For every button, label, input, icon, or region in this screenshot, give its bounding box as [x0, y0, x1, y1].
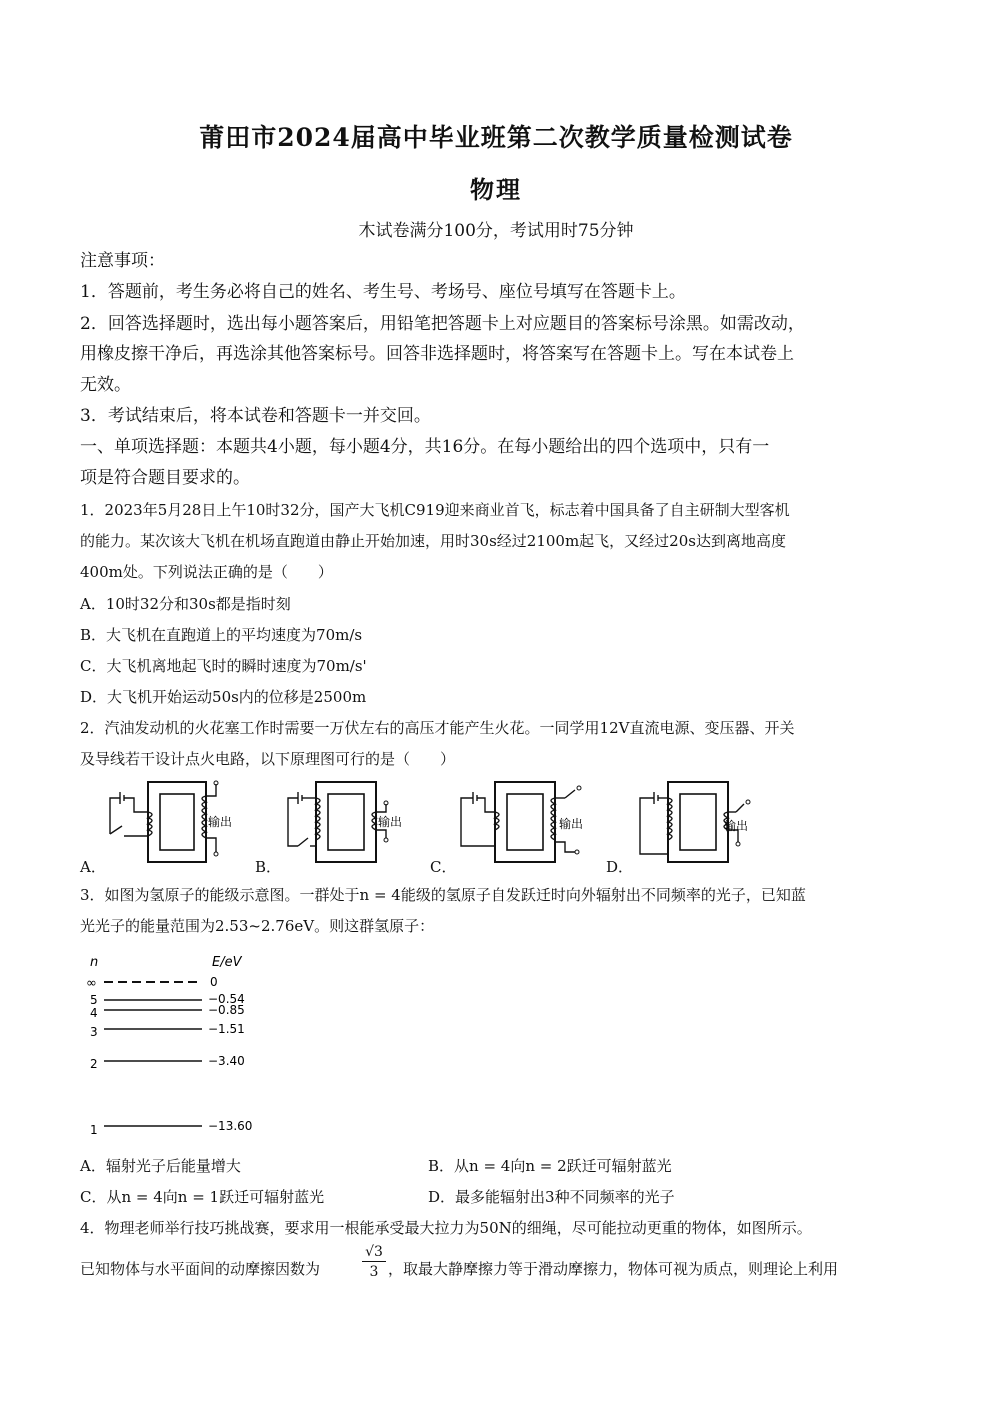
note-line: 3．考试结束后，将本试卷和答题卡一并交回。 — [80, 406, 431, 426]
notes-heading: 注意事项： — [80, 251, 165, 271]
exam-info: 木试卷满分100分，考试用时75分钟 — [358, 221, 634, 241]
q3-option-c: C．从n = 4向n = 1跃迁可辐射蓝光 — [80, 1188, 325, 1206]
question-1-text: 1．2023年5月28日上午10时32分，国产大飞机C919迎来商业首飞，标志着中国具备了自主研制大型客机 — [80, 501, 790, 519]
q2-option-d: D． — [606, 858, 634, 876]
q3-option-b: B．从n = 4向n = 2跃迁可辐射蓝光 — [428, 1157, 672, 1175]
page-title: 莆田市2024届高中毕业班第二次教学质量检测试卷 — [199, 123, 793, 152]
level-n: ∞ — [86, 976, 97, 991]
level-energy: 0 — [210, 975, 218, 989]
subject-heading: 物理 — [470, 175, 522, 204]
level-n: 3 — [90, 1025, 98, 1039]
fraction-denominator: 3 — [369, 1264, 379, 1280]
question-4-text: 已知物体与水平面间的动摩擦因数为 — [80, 1260, 321, 1278]
q2-option-c: C． — [430, 858, 457, 876]
fraction-numerator: √3 — [362, 1244, 386, 1262]
level-n: 1 — [90, 1123, 98, 1137]
question-3-text: 3．如图为氢原子的能级示意图。一群处于n = 4能级的氢原子自发跃迁时向外辐射出不同频率的光子，已知蓝 — [80, 886, 806, 904]
output-label: 输出 — [378, 815, 403, 829]
circuit-diagram-a — [104, 776, 250, 868]
level-n: 2 — [90, 1057, 98, 1071]
note-line: 无效。 — [80, 375, 131, 395]
level-n: 4 — [90, 1006, 98, 1020]
level-energy: −0.85 — [208, 1003, 245, 1017]
q3-option-d: D．最多能辐射出3种不同频率的光子 — [428, 1188, 675, 1206]
level-energy: −13.60 — [208, 1119, 253, 1133]
question-2-text: 2．汽油发动机的火花塞工作时需要一万伏左右的高压才能产生火花。一同学用12V直流电源、变压器、开关 — [80, 719, 795, 737]
q1-option-c: C．大飞机离地起飞时的瞬时速度为70m/s' — [80, 657, 367, 675]
level-energy: −0.54 — [208, 992, 245, 1006]
question-2-text: 及导线若干设计点火电路，以下原理图可行的是（ ） — [80, 750, 456, 768]
q2-option-b: B． — [255, 858, 282, 876]
axis-label-energy: E/eV — [212, 955, 242, 970]
q1-option-b: B．大飞机在直跑道上的平均速度为70m/s — [80, 626, 363, 644]
question-1-text: 的能力。某次该大飞机在机场直跑道由静止开始加速，用时30s经过2100m起飞，又经过20s达到离地高度 — [80, 532, 786, 550]
q1-option-a: A．10时32分和30s都是指时刻 — [80, 595, 291, 613]
axis-label-n: n — [90, 955, 99, 970]
circuit-diagram-b — [280, 776, 420, 868]
output-label: 输出 — [208, 815, 233, 829]
output-label: 输出 — [724, 819, 749, 833]
level-n: 5 — [90, 993, 98, 1007]
question-4-text: 4．物理老师举行技巧挑战赛，要求用一根能承受最大拉力为50N的细绳，尽可能拉动更重的物体，如图所示。 — [80, 1219, 812, 1237]
output-label: 输出 — [559, 817, 584, 831]
note-line: 1．答题前，考生务必将自己的姓名、考生号、考场号、座位号填写在答题卡上。 — [80, 282, 686, 302]
level-energy: −3.40 — [208, 1054, 245, 1068]
q1-option-d: D．大飞机开始运动50s内的位移是2500m — [80, 688, 367, 706]
note-line: 用橡皮擦干净后，再选涂其他答案标号。回答非选择题时，将答案写在答题卡上。写在本试卷上 — [80, 344, 794, 364]
q2-option-a: A． — [80, 858, 106, 876]
energy-level-diagram — [84, 950, 274, 1145]
section-heading: 一、单项选择题：本题共4小题，每小题4分，共16分。在每小题给出的四个选项中，只有一 — [80, 437, 770, 457]
section-heading: 项是符合题目要求的。 — [80, 468, 250, 488]
level-energy: −1.51 — [208, 1022, 245, 1036]
question-4-text: ，取最大静摩擦力等于滑动摩擦力，物体可视为质点，则理论上利用 — [388, 1260, 839, 1278]
question-1-text: 400m处。下列说法正确的是（ ） — [80, 563, 333, 581]
friction-coefficient-fraction — [362, 1244, 386, 1280]
note-line: 2．回答选择题时，选出每小题答案后，用铅笔把答题卡上对应题目的答案标号涂黑。如需改动， — [80, 314, 805, 334]
circuit-diagram-c — [455, 776, 595, 868]
q3-option-a: A．辐射光子后能量增大 — [80, 1157, 241, 1175]
question-3-text: 光光子的能量范围为2.53~2.76eV。则这群氢原子： — [80, 917, 435, 935]
circuit-diagram-d — [632, 776, 772, 868]
